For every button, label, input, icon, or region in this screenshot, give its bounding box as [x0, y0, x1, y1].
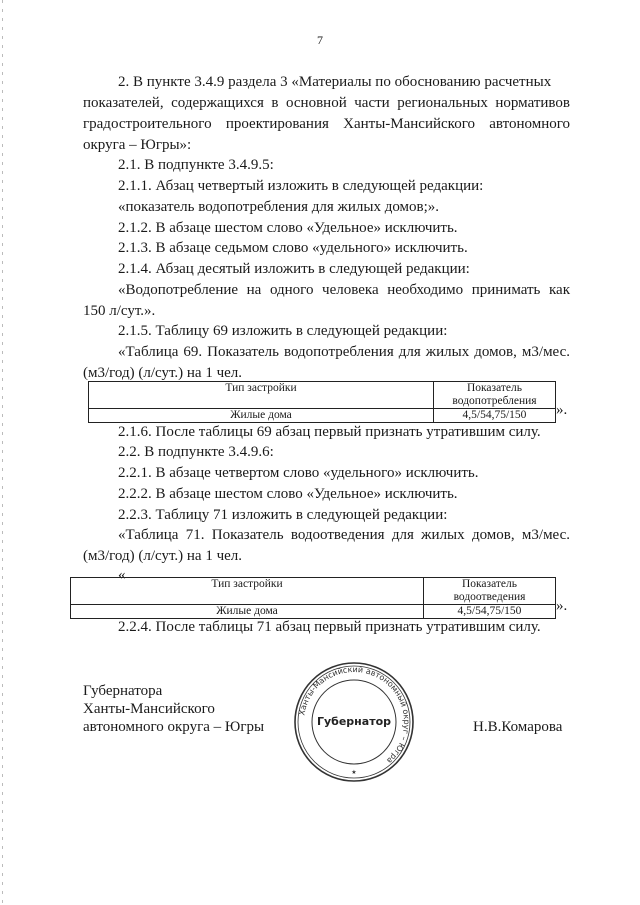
table-header-text: водоотведения	[453, 591, 526, 603]
table-69	[88, 381, 556, 423]
table-row	[71, 605, 556, 619]
page-number: 7	[317, 33, 323, 47]
table-cell: 4,5/54,75/150	[434, 409, 556, 423]
text-line: 2.1. В подпункте 3.4.9.5:	[118, 157, 274, 173]
text-line: 2.2.1. В абзаце четвертом слово «удельного» исключить.	[118, 465, 479, 481]
text-line: 2.2.3. Таблицу 71 изложить в следующей редакции:	[118, 507, 448, 523]
scan-edge-mark	[2, 0, 3, 905]
text-line: 2.1.4. Абзац десятый изложить в следующей редакции:	[118, 261, 470, 277]
text-line: 2.2.4. После таблицы 71 абзац первый признать утратившим силу.	[118, 619, 541, 635]
text-line: 2.1.3. В абзаце седьмом слово «удельного» исключить.	[118, 240, 468, 256]
table-header-cell	[434, 382, 556, 409]
text-line: 150 л/сут.».	[83, 303, 156, 319]
opening-quote: «	[118, 567, 126, 583]
table-cell: Жилые дома	[89, 409, 434, 423]
closing-quote: ».	[556, 402, 568, 418]
text-line: «показатель водопотребления для жилых домов;».	[118, 199, 440, 215]
signatory-name: Н.В.Комарова	[473, 719, 563, 735]
table-cell: Жилые дома	[71, 605, 424, 619]
text-line: округа – Югры»:	[83, 137, 192, 153]
text-line: «Таблица 69. Показатель водопотребления для жилых домов, м3/мес.	[118, 344, 570, 360]
signature-title-line: Ханты-Мансийского	[83, 701, 215, 717]
stamp-star-icon	[351, 769, 356, 776]
table-header-cell: Тип застройки	[71, 578, 424, 605]
table-header-cell: Тип застройки	[89, 382, 434, 409]
text-line: «Водопотребление на одного человека необходимо принимать как	[118, 282, 570, 298]
closing-quote: ».	[556, 598, 568, 614]
signature-title-line: Губернатора	[83, 683, 163, 699]
table-row	[89, 409, 556, 423]
table-header-row	[71, 578, 556, 605]
stamp-center-text: Губернатор	[316, 715, 392, 728]
table-header-text: Показатель	[461, 578, 518, 590]
text-line: 2.2. В подпункте 3.4.9.6:	[118, 444, 274, 460]
svg-text:★: ★	[351, 769, 357, 776]
table-header-cell	[424, 578, 556, 605]
stamp-ring-text: Ханты-Мансийский автономный округ – Югра	[297, 664, 412, 766]
text-line: 2.2.2. В абзаце шестом слово «Удельное» исключить.	[118, 486, 458, 502]
text-line: показателей, содержащихся в основной части региональных нормативов	[83, 95, 570, 111]
signature-title-line: автономного округа – Югры	[83, 719, 265, 735]
text-line: 2.1.1. Абзац четвертый изложить в следующей редакции:	[118, 178, 484, 194]
text-line: градостроительного проектирования Ханты-Мансийского автономного	[83, 116, 570, 132]
table-71	[70, 577, 556, 619]
text-line: «Таблица 71. Показатель водоотведения для жилых домов, м3/мес.	[118, 527, 570, 543]
table-cell: 4,5/54,75/150	[424, 605, 556, 619]
signature-title	[83, 682, 264, 736]
text-line: 2.1.5. Таблицу 69 изложить в следующей редакции:	[118, 323, 448, 339]
table-header-text: Показатель	[466, 382, 523, 394]
text-line: 2. В пункте 3.4.9 раздела 3 «Материалы по обоснованию расчетных	[118, 74, 552, 90]
official-stamp	[293, 661, 415, 783]
text-line: (м3/год) (л/сут.) на 1 чел.	[83, 365, 243, 381]
text-line: 2.1.6. После таблицы 69 абзац первый признать утратившим силу.	[118, 424, 541, 440]
table-header-row	[89, 382, 556, 409]
table-header-text: водопотребления	[452, 395, 537, 407]
text-line: 2.1.2. В абзаце шестом слово «Удельное» исключить.	[118, 220, 458, 236]
text-line: (м3/год) (л/сут.) на 1 чел.	[83, 548, 243, 564]
